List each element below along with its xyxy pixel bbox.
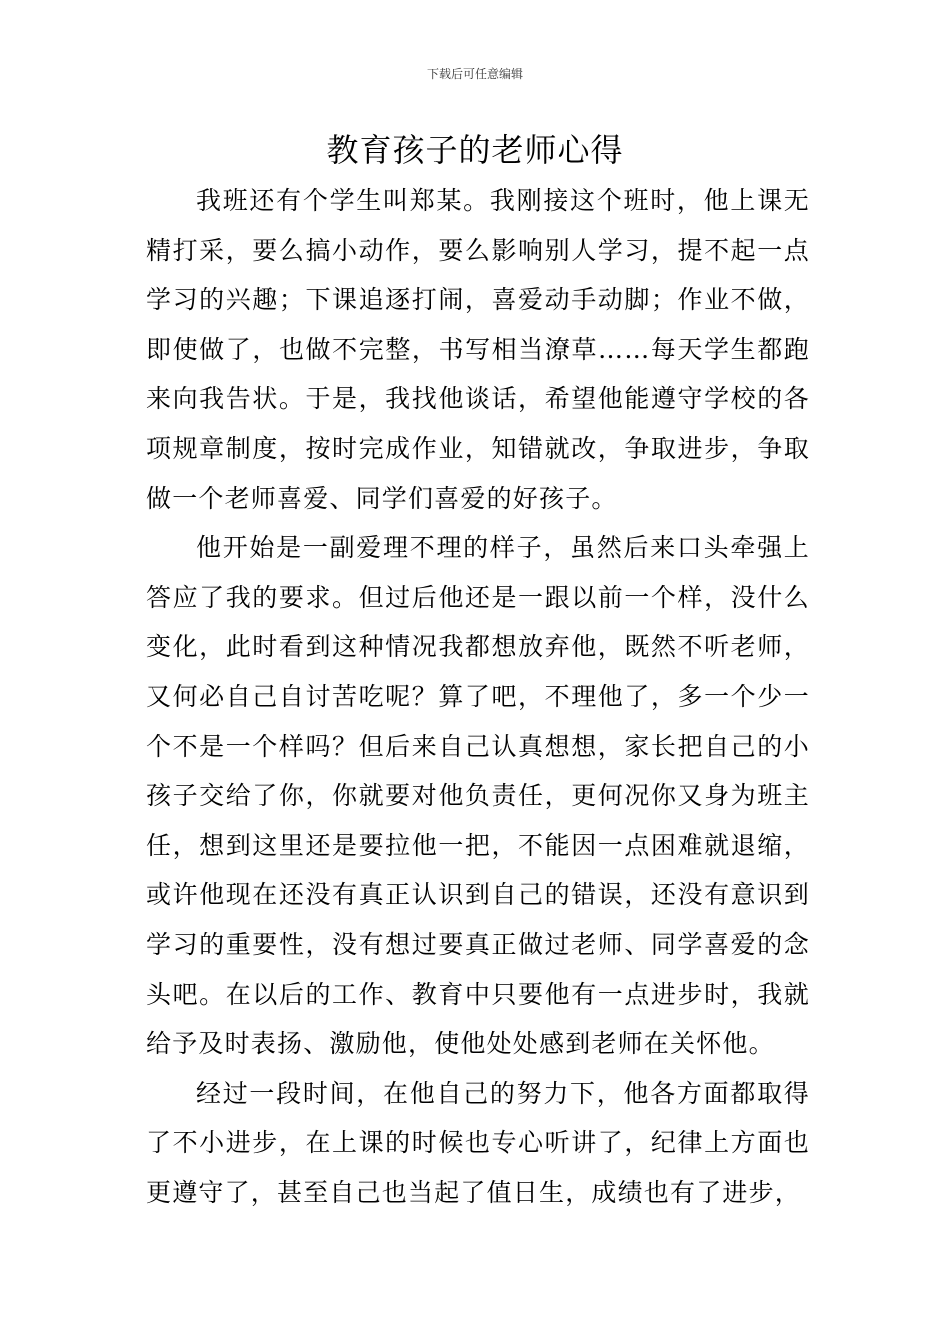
paragraph-2: 他开始是一副爱理不理的样子，虽然后来口头牵强上答应了我的要求。但过后他还是一跟以前一个样，没什么变化，此时看到这种情况我都想放弃他，既然不听老师，又何必自己自讨苦吃呢？算了吧，不理他了，多一个少一个不是一个样吗？但后来自己认真想想，家长把自己的小孩子交给了你，你就要对他负责任，更何况你又身为班主任，想到这里还是要拉他一把，不能因一点困难就退缩，或许他现在还没有真正认识到自己的错误，还没有意识到学习的重要性，没有想过要真正做过老师、同学喜爱的念头吧。在以后的工作、教育中只要他有一点进步时，我就给予及时表扬、激励他，使他处处感到老师在关怀他。: [146, 533, 810, 1059]
paragraph-1: 我班还有个学生叫郑某。我刚接这个班时，他上课无精打采，要么搞小动作，要么影响别人学习，提不起一点学习的兴趣；下课追逐打闹，喜爱动手动脚；作业不做，即使做了，也做不完整，书写相当潦草……每天学生都跑来向我告状。于是，我找他谈话，希望他能遵守学校的各项规章制度，按时完成作业，知错就改，争取进步，争取做一个老师喜爱、同学们喜爱的好孩子。: [146, 186, 810, 513]
header-note: 下载后可任意编辑: [426, 67, 523, 81]
document-body: [146, 176, 810, 1217]
paragraph-3: 经过一段时间，在他自己的努力下，他各方面都取得了不小进步，在上课的时候也专心听讲了，纪律上方面也更遵守了，甚至自己也当起了值日生，成绩也有了进步，: [146, 1078, 810, 1207]
document-title: 教育孩子的老师心得: [326, 131, 624, 169]
